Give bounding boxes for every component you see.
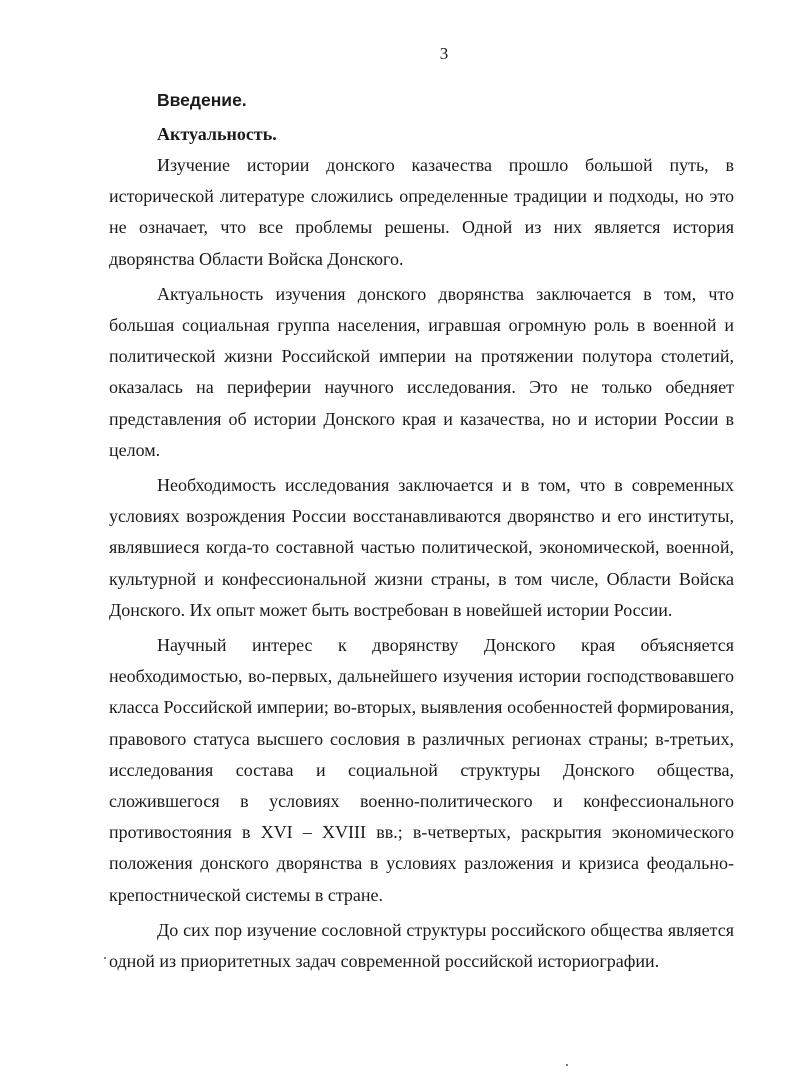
page-number: 3 bbox=[439, 44, 449, 63]
paragraph-3: Необходимость исследования заключается и в том, что в современных условиях возрождения России восстанавливаются дворянство и его институты, являвшиеся когда-то составной частью политической, экономической, военной, культурной и конфессиональной жизни страны, в том числе, Области Войска Донского. Их опыт может быть востребован в новейшей истории России. bbox=[109, 475, 734, 620]
paragraph-4: Научный интерес к дворянству Донского края объясняется необходимостью, во-первых, дальнейшего изучения истории господствовавшего класса Российской империи; во-вторых, выявления особенностей формирования, правового статуса высшего сословия в различных регионах страны; в-третьих, исследования состава и социальной структуры Донского общества, сложившегося в условиях военно-политического и конфессионального противостояния в XVI – XVIII вв.; в-четвертых, раскрытия экономического положения донского дворянства в условиях разложения и кризиса феодально-крепостнической системы в стране. bbox=[109, 635, 734, 905]
paragraph-5: До сих пор изучение сословной структуры российского общества является одной из приоритетных задач современной российской историографии. bbox=[109, 919, 734, 972]
introduction-heading: Введение. bbox=[157, 90, 247, 110]
paragraph-1: Изучение истории донского казачества прошло большой путь, в исторической литературе сложились определенные традиции и подходы, но это не означает, что все проблемы решены. Одной из них является история дворянства Области Войска Донского. bbox=[109, 155, 734, 269]
scan-speck bbox=[104, 957, 106, 959]
paragraph-2: Актуальность изучения донского дворянства заключается в том, что большая социальная группа населения, игравшая огромную роль в военной и политической жизни Российской империи на протяжении полутора столетий, оказалась на периферии научного исследования. Это не только обедняет представления об истории Донского края и казачества, но и истории России в целом. bbox=[109, 283, 734, 460]
relevance-heading: Актуальность. bbox=[157, 124, 277, 144]
body-text bbox=[109, 150, 734, 981]
scan-speck bbox=[566, 1064, 568, 1066]
